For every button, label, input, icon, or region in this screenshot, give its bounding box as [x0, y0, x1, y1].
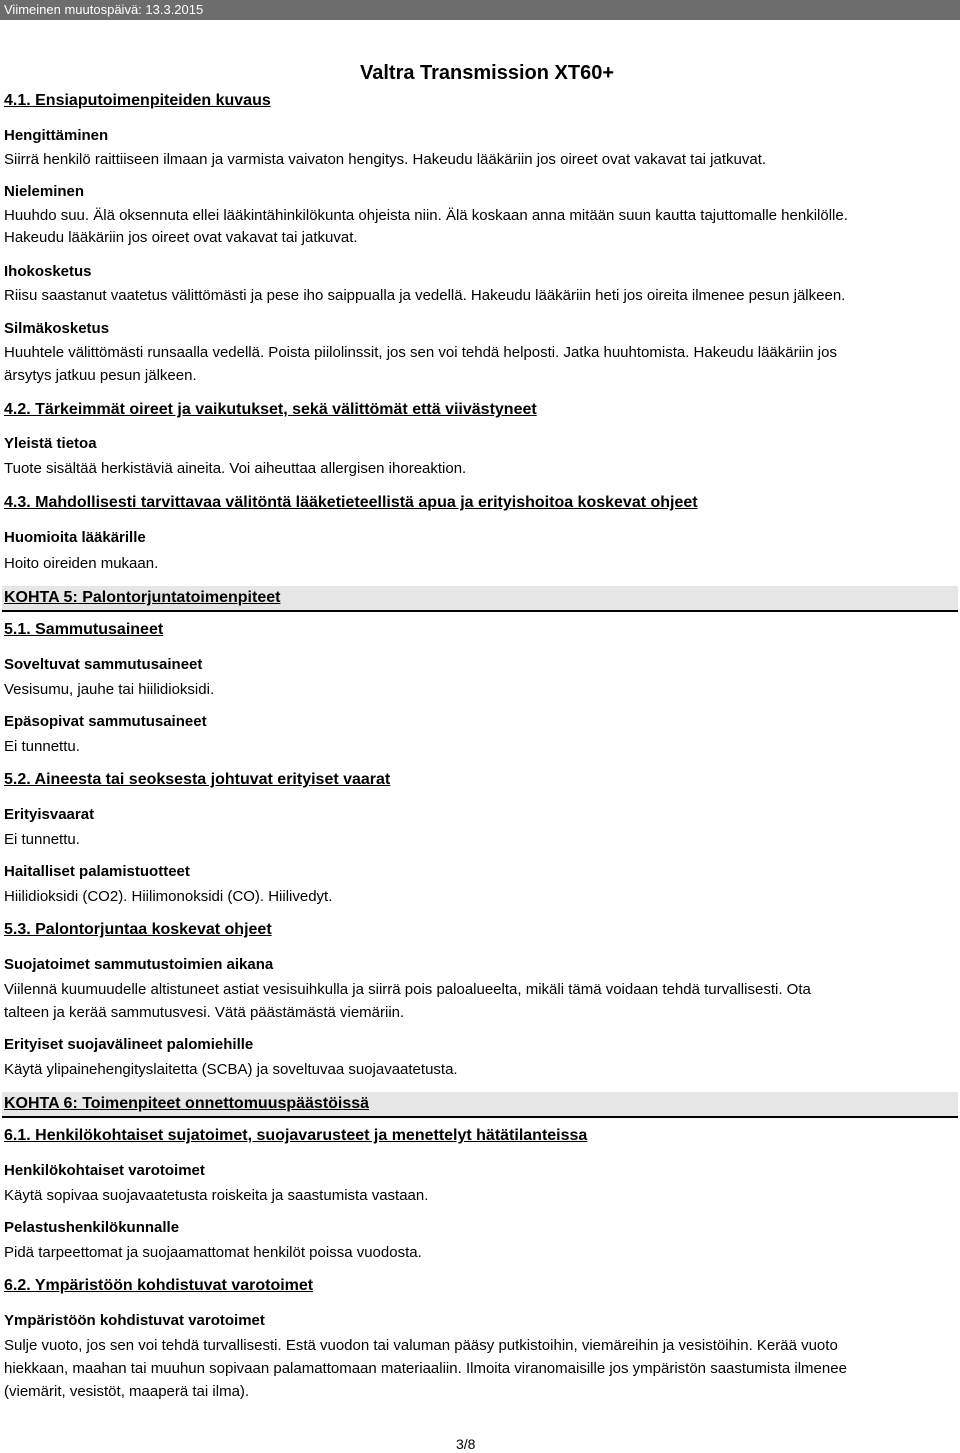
doctor-notes-heading: Huomioita lääkärille: [4, 529, 146, 546]
section-4-3-title: 4.3. Mahdollisesti tarvittavaa välitöntä lääketieteellistä apua ja erityishoitoa koskevat ohjeet: [4, 494, 698, 511]
firefighting-precautions-heading: Suojatoimet sammutustoimien aikana: [4, 956, 274, 973]
section-5-1-title: 5.1. Sammutusaineet: [4, 621, 164, 638]
eye-heading: Silmäkosketus: [4, 320, 110, 337]
section-4-1-title: 4.1. Ensiaputoimenpiteiden kuvaus: [4, 92, 271, 109]
section-5-2-title: 5.2. Aineesta tai seoksesta johtuvat erityiset vaarat: [4, 771, 391, 788]
product-name: Valtra Transmission XT60+: [360, 62, 615, 84]
section-6-header: [2, 1092, 958, 1118]
unsuitable-media-heading: Epäsopivat sammutusaineet: [4, 713, 207, 730]
firefighting-precautions-text-2: talteen ja kerää sammutusvesi. Vätä päästämästä viemäriin.: [4, 1004, 405, 1021]
suitable-media-text: Vesisumu, jauhe tai hiilidioksidi.: [4, 681, 215, 698]
last-modified-bar: [0, 0, 960, 20]
firefighter-equipment-text: Käytä ylipainehengityslaitetta (SCBA) ja soveltuvaa suojavaatetusta.: [4, 1061, 458, 1078]
ingestion-text-1: Huuhdo suu. Älä oksennuta ellei lääkintähinkilökunta ohjeista niin. Älä koskaan anna mitään suun kautta tajuttomalle henkilölle.: [4, 207, 848, 224]
personal-precautions-heading: Henkilökohtaiset varotoimet: [4, 1162, 205, 1179]
emergency-responders-text: Pidä tarpeettomat ja suojaamattomat henkilöt poissa vuodosta.: [4, 1244, 422, 1261]
special-hazards-text: Ei tunnettu.: [4, 831, 80, 848]
section-6-1-title: 6.1. Henkilökohtaiset sujatoimet, suojavarusteet ja menettelyt hätätilanteissa: [4, 1127, 588, 1144]
skin-text: Riisu saastanut vaatetus välittömästi ja pese iho saippualla ja vedellä. Hakeudu lääkäriin heti jos oireita ilmenee pesun jälkeen.: [4, 287, 846, 304]
inhalation-text: Siirrä henkilö raittiiseen ilmaan ja varmista vaivaton hengitys. Hakeudu lääkäriin jos oireet ovat vakavat tai jatkuvat.: [4, 151, 767, 168]
section-6-title: KOHTA 6: Toimenpiteet onnettomuuspäästöissä: [4, 1095, 370, 1112]
section-5-3-title: 5.3. Palontorjuntaa koskevat ohjeet: [4, 921, 272, 938]
environmental-precautions-heading: Ympäristöön kohdistuvat varotoimet: [4, 1312, 265, 1329]
general-info-text: Tuote sisältää herkistäviä aineita. Voi aiheuttaa allergisen ihoreaktion.: [4, 460, 467, 477]
skin-heading: Ihokosketus: [4, 263, 92, 280]
inhalation-heading: Hengittäminen: [4, 127, 109, 144]
unsuitable-media-text: Ei tunnettu.: [4, 738, 80, 755]
firefighter-equipment-heading: Erityiset suojavälineet palomiehille: [4, 1036, 254, 1053]
emergency-responders-heading: Pelastushenkilökunnalle: [4, 1219, 180, 1236]
combustion-products-text: Hiilidioksidi (CO2). Hiilimonoksidi (CO). Hiilivedyt.: [4, 888, 333, 905]
section-4-2-title: 4.2. Tärkeimmät oireet ja vaikutukset, sekä välittömät että viivästyneet: [4, 401, 537, 418]
ingestion-text-2: Hakeudu lääkäriin jos oireet ovat vakavat tai jatkuvat.: [4, 229, 358, 246]
ingestion-heading: Nieleminen: [4, 183, 85, 200]
eye-text-2: ärsytys jatkuu pesun jälkeen.: [4, 367, 197, 384]
section-6-2-title: 6.2. Ympäristöön kohdistuvat varotoimet: [4, 1277, 314, 1294]
doctor-notes-text: Hoito oireiden mukaan.: [4, 555, 159, 572]
personal-precautions-text: Käytä sopivaa suojavaatetusta roiskeita ja saastumista vastaan.: [4, 1187, 429, 1204]
environmental-precautions-text-3: (viemärit, vesistöt, maaperä tai ilma).: [4, 1383, 250, 1400]
page-number: 3/8: [456, 1436, 476, 1452]
special-hazards-heading: Erityisvaarat: [4, 806, 95, 823]
environmental-precautions-text-2: hiekkaan, maahan tai muuhun sopivaan palamattomaan materiaaliin. Ilmoita viranomaisille jos ympäristön saastumista ilmenee: [4, 1360, 847, 1377]
suitable-media-heading: Soveltuvat sammutusaineet: [4, 656, 203, 673]
environmental-precautions-text-1: Sulje vuoto, jos sen voi tehdä turvallisesti. Estä vuodon tai valuman pääsy putkistoihin, viemäreihin ja vesistöihin. Kerää vuoto: [4, 1337, 838, 1354]
combustion-products-heading: Haitalliset palamistuotteet: [4, 863, 190, 880]
section-5-title: KOHTA 5: Palontorjuntatoimenpiteet: [4, 589, 281, 606]
firefighting-precautions-text-1: Viilennä kuumuudelle altistuneet astiat vesisuihkulla ja siirrä pois paloalueelta, mikäli tämä voidaan tehdä turvallisesti. Ota: [4, 981, 811, 998]
eye-text-1: Huuhtele välittömästi runsaalla vedellä. Poista piilolinssit, jos sen voi tehdä helposti. Jatka huuhtomista. Hakeudu lääkäriin jos: [4, 344, 837, 361]
last-modified-text: Viimeinen muutospäivä: 13.3.2015: [4, 2, 204, 17]
section-5-header: [2, 586, 958, 612]
general-info-heading: Yleistä tietoa: [4, 435, 97, 452]
